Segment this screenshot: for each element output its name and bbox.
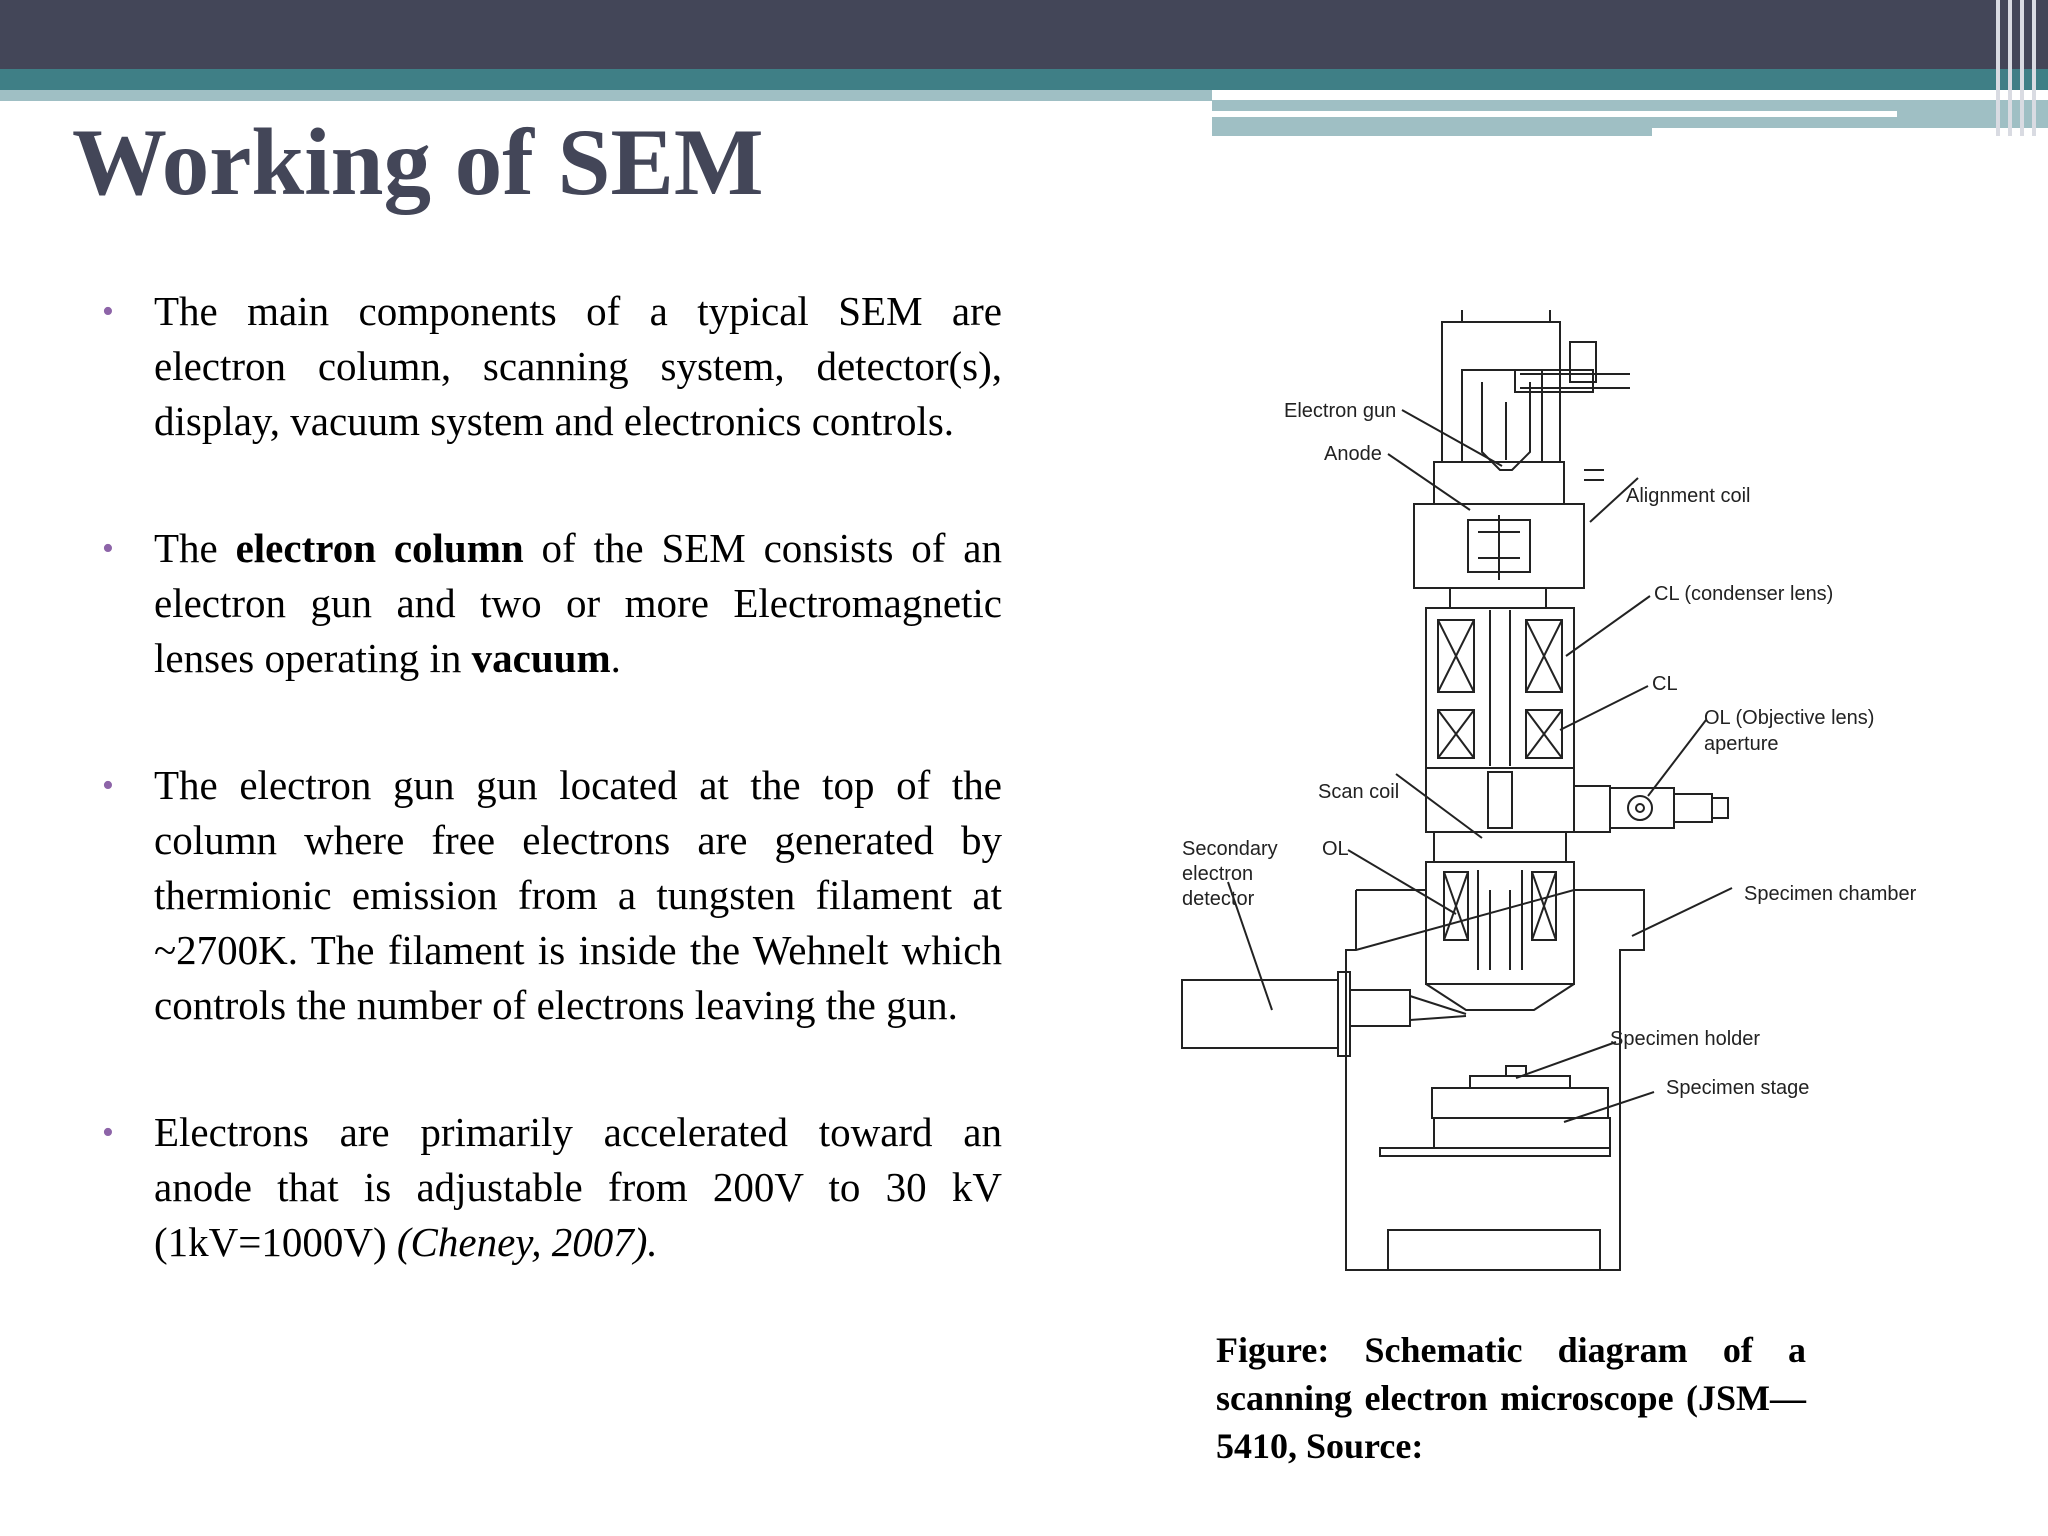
- label-specimen-holder: Specimen holder: [1610, 1028, 1761, 1050]
- stage-rail: [1380, 1148, 1610, 1156]
- specimen-stage: [1432, 1088, 1608, 1118]
- cl-coil-right-x: [1526, 710, 1562, 758]
- ol-tip: [1426, 984, 1574, 1010]
- label-specimen-stage: Specimen stage: [1666, 1077, 1810, 1099]
- ol-coil-left-x: [1444, 872, 1468, 940]
- aperture-knob-base: [1574, 786, 1610, 832]
- detector-tip: [1350, 990, 1410, 1026]
- bullet-list: [102, 284, 1002, 1342]
- sem-schematic-diagram: [1170, 310, 1950, 1280]
- column-neck: [1450, 588, 1546, 608]
- label-scan-coil: Scan coil: [1318, 781, 1400, 803]
- leader-specimen-holder: [1516, 1042, 1616, 1078]
- label-secondary-detector: electron: [1182, 863, 1254, 885]
- aperture-end: [1712, 798, 1728, 818]
- aperture-extension: [1674, 794, 1712, 822]
- header-band-dark: [0, 0, 2048, 69]
- aperture-knob: [1610, 788, 1674, 828]
- slide-title: Working of SEM: [72, 109, 764, 215]
- aperture-rod: [1488, 772, 1512, 828]
- detector-cone: [1410, 996, 1466, 1020]
- aperture-section: [1426, 768, 1574, 832]
- bullet-item: [102, 284, 1002, 449]
- ol-coil-right-x: [1532, 872, 1556, 940]
- leader-ol: [1348, 850, 1456, 914]
- header-white-line-2: [1652, 128, 2048, 136]
- objective-lens-section: [1426, 862, 1574, 984]
- header-side-strip: [2020, 0, 2024, 136]
- header-band-light-left: [0, 90, 1212, 101]
- stage-base: [1434, 1118, 1610, 1148]
- label-secondary-detector: detector: [1182, 888, 1255, 910]
- figure-caption: Figure: Schematic diagram of a scanning electron microscope (JSM—5410, Source:: [1216, 1330, 1806, 1466]
- leader-electron-gun: [1402, 410, 1502, 466]
- bullet-dot: •: [102, 530, 114, 567]
- bullet-bold-text: vacuum: [471, 635, 611, 681]
- leader-ol-aperture: [1648, 720, 1706, 796]
- label-specimen-chamber: Specimen chamber: [1744, 883, 1917, 905]
- label-alignment-coil: Alignment coil: [1626, 485, 1751, 507]
- bullet-text: of the SEM consists of an electron gun and two or more Electromagnetic lenses operating in: [154, 525, 1002, 681]
- header-side-strip: [2008, 0, 2012, 136]
- bullet-dot: •: [102, 1114, 114, 1151]
- bullet-citation: (Cheney, 2007).: [396, 1219, 658, 1265]
- label-condenser-lens: CL (condenser lens): [1654, 583, 1834, 605]
- leader-scan-coil: [1396, 774, 1482, 838]
- alignment-coil-detail: [1478, 515, 1520, 580]
- aperture-dial: [1628, 796, 1652, 820]
- chamber-floor: [1388, 1230, 1600, 1270]
- header-white-line: [1212, 111, 1897, 117]
- header-side-strip: [1996, 0, 2000, 136]
- label-secondary-detector: Secondary: [1182, 838, 1278, 860]
- bullet-item: [102, 758, 1002, 1033]
- bullet-text: The: [154, 525, 236, 571]
- detector-flange: [1338, 972, 1350, 1056]
- bullet-text: The electron gun gun located at the top of the column where free electrons are generated by thermionic emission from a tungsten filament at ~2700K. The filament is inside the Wehnelt which controls the number of electrons leaving the gun.: [154, 762, 1002, 1028]
- bullet-item: [102, 521, 1002, 686]
- bullet-bold-text: electron column: [235, 525, 524, 571]
- leader-specimen-chamber: [1632, 888, 1732, 936]
- alignment-tick: [1584, 470, 1604, 480]
- detector-body: [1182, 980, 1338, 1048]
- leader-condenser-lens: [1566, 596, 1650, 656]
- condenser-coil-right-x: [1526, 620, 1562, 692]
- aperture-dial-center: [1636, 804, 1644, 812]
- label-ol-aperture: OL (Objective lens): [1704, 707, 1875, 729]
- label-ol: OL: [1322, 838, 1349, 860]
- header-band-teal: [0, 69, 2048, 90]
- beam-tube: [1490, 610, 1510, 766]
- label-electron-gun: Electron gun: [1284, 400, 1397, 422]
- bullet-text: .: [610, 635, 621, 681]
- label-ol-aperture: aperture: [1704, 733, 1779, 755]
- condenser-coil-left-x: [1438, 620, 1474, 692]
- ol-pole-piece: [1478, 870, 1522, 970]
- cl-coil-left-x: [1438, 710, 1474, 758]
- bullet-dot: •: [102, 293, 114, 330]
- bullet-item: [102, 1105, 1002, 1270]
- scan-coil-section: [1434, 832, 1566, 862]
- header-side-strip: [2032, 0, 2036, 136]
- gun-cap: [1462, 310, 1550, 322]
- specimen-holder: [1470, 1076, 1570, 1088]
- bullet-dot: •: [102, 767, 114, 804]
- label-anode: Anode: [1324, 443, 1382, 465]
- bullet-text: Electrons are primarily accelerated toward an anode that is adjustable from 200V to 30 kV (1kV=1000V): [154, 1109, 1002, 1265]
- specimen-chamber: [1346, 890, 1644, 1270]
- label-cl: CL: [1652, 673, 1678, 695]
- bullet-text: The main components of a typical SEM are electron column, scanning system, detector(s), display, vacuum system and electronics controls.: [154, 288, 1002, 444]
